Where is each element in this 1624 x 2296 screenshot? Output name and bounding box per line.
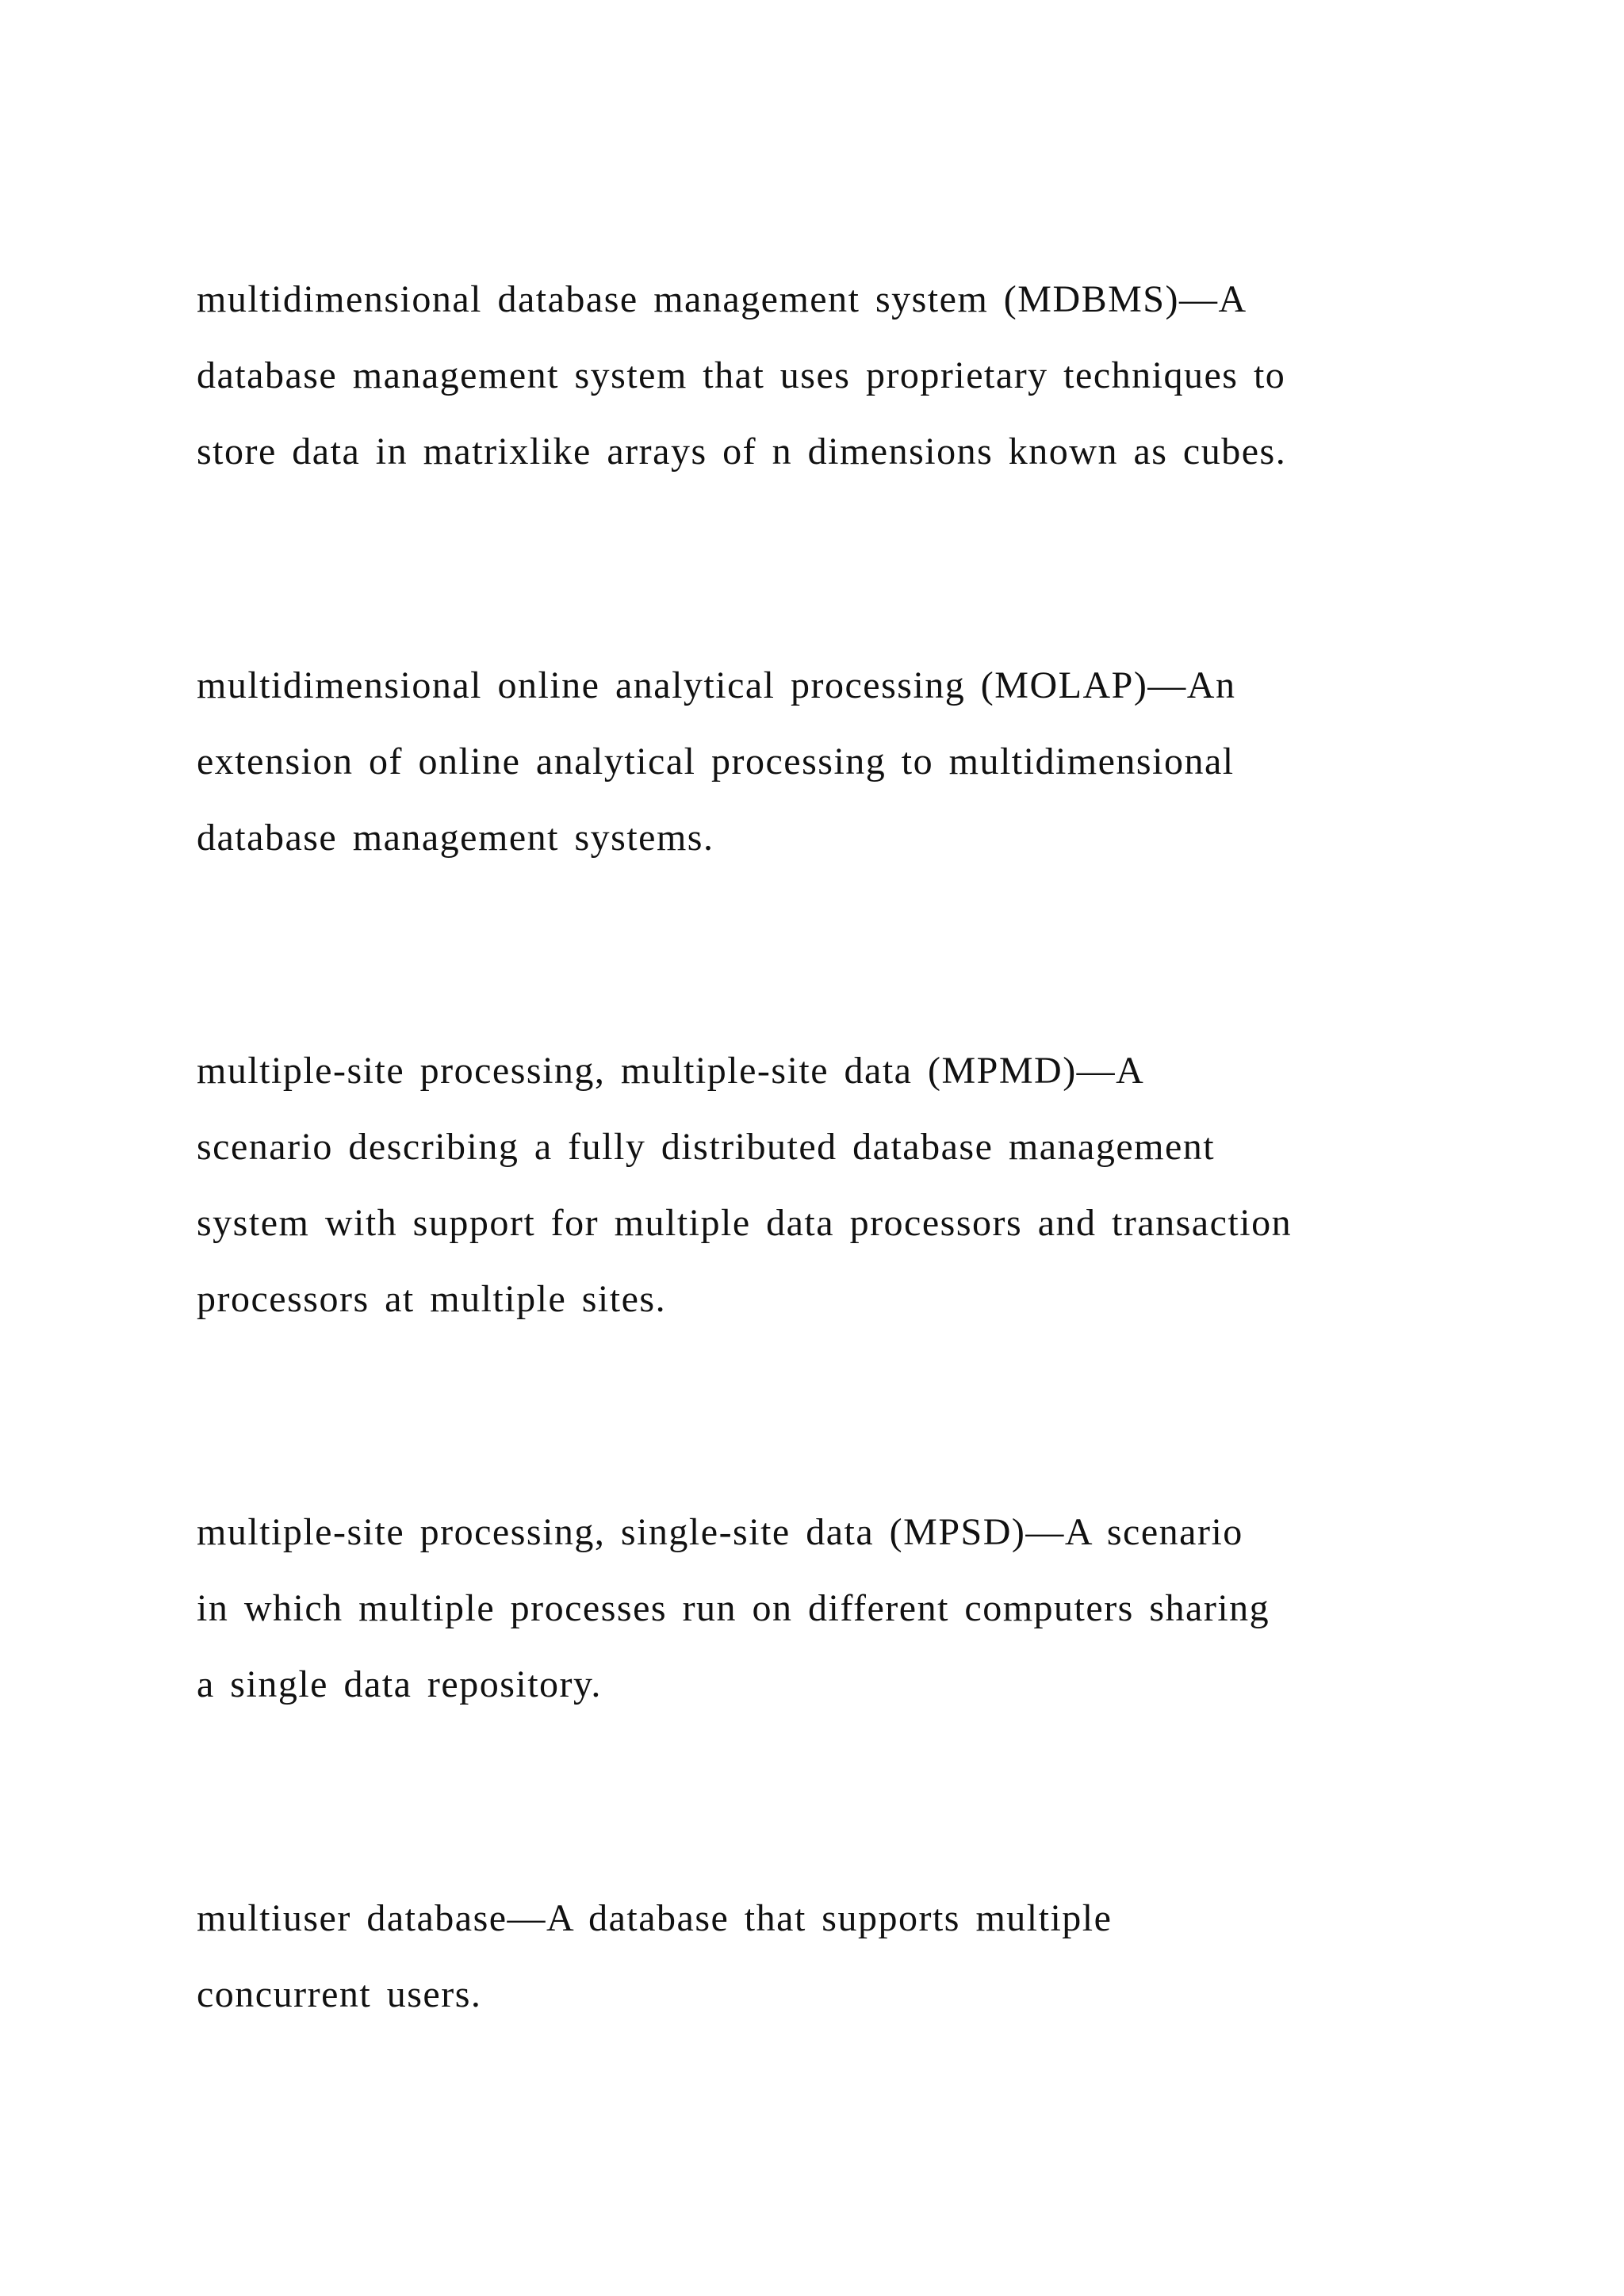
entry-line: extension of online analytical processing to multidimensional — [197, 740, 1235, 783]
entry-line: multidimensional database management system (MDBMS)—A — [197, 278, 1247, 320]
glossary-entry-multiuser-database — [197, 1881, 1450, 2033]
entry-line: database management system that uses proprietary techniques to — [197, 354, 1286, 396]
entry-line: database management systems. — [197, 817, 714, 859]
entry-line: concurrent users. — [197, 1973, 482, 2015]
entry-line: system with support for multiple data processors and transaction — [197, 1202, 1293, 1244]
entry-line: in which multiple processes run on different computers sharing — [197, 1587, 1270, 1629]
entry-line: multiuser database—A database that supports multiple — [197, 1897, 1113, 1939]
entry-line: multiple-site processing, multiple-site data (MPMD)—A — [197, 1050, 1145, 1092]
entry-line: store data in matrixlike arrays of n dimensions known as cubes. — [197, 430, 1287, 473]
entry-line: scenario describing a fully distributed database management — [197, 1126, 1216, 1168]
glossary-entry-mpsd — [197, 1494, 1450, 1723]
entry-line: multiple-site processing, single-site data (MPSD)—A scenario — [197, 1511, 1243, 1553]
glossary-entry-mpmd — [197, 1033, 1450, 1337]
entry-line: multidimensional online analytical processing (MOLAP)—An — [197, 664, 1236, 706]
entry-line: a single data repository. — [197, 1663, 602, 1705]
glossary-entry-mdbms — [197, 262, 1450, 490]
entry-line: processors at multiple sites. — [197, 1278, 667, 1320]
glossary-entry-molap — [197, 648, 1450, 876]
